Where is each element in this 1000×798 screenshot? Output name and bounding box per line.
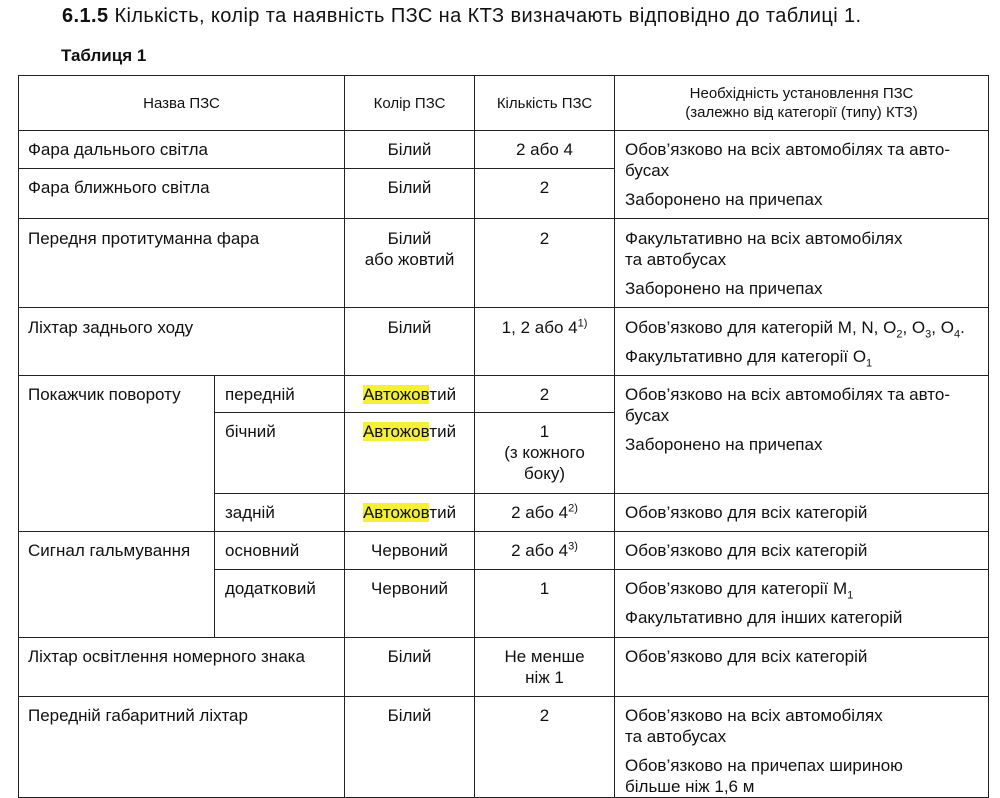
cell-color: Автожовтий	[345, 494, 475, 532]
header-count: Кількість ПЗС	[475, 76, 615, 131]
table-row	[19, 376, 989, 413]
lighting-table	[18, 75, 989, 798]
header-name: Назва ПЗС	[19, 76, 345, 131]
cell-name: Передній габаритний ліхтар	[19, 697, 345, 798]
cell-position: передній	[215, 376, 345, 413]
cell-name: Фара дальнього світла	[19, 131, 345, 169]
section-heading	[62, 5, 862, 28]
table-row	[19, 308, 989, 376]
cell-name: Ліхтар заднього ходу	[19, 308, 345, 376]
table-row	[19, 697, 989, 798]
table-header-row	[19, 76, 989, 131]
cell-color: Білий	[345, 697, 475, 798]
cell-color: Білий	[345, 169, 475, 219]
cell-count: 2 або 4$^{3)}$	[475, 532, 615, 570]
cell-name: Сигнал гальмування	[19, 532, 215, 638]
cell-requirement: Обов’язково для всіх категорій	[615, 494, 989, 532]
cell-requirement: Обов’язково на всіх автомобілях та автобусах Обов’язково на причепах шириною більше ніж 1,6 м	[615, 697, 989, 798]
cell-count: Не менше ніж 1	[475, 638, 615, 697]
cell-count: 2	[475, 697, 615, 798]
cell-name: Покажчик повороту	[19, 376, 215, 532]
table-row	[19, 219, 989, 308]
cell-position: додатковий	[215, 570, 345, 638]
header-need: Необхідність установлення ПЗС (залежно від категорії (типу) КТЗ)	[615, 76, 989, 131]
table-row	[19, 638, 989, 697]
table-caption: Таблиця 1	[61, 46, 147, 65]
cell-count: 1 (з кожного боку)	[475, 413, 615, 494]
cell-count: 1	[475, 570, 615, 638]
cell-color: Автожовтий	[345, 376, 475, 413]
cell-name: Фара ближнього світла	[19, 169, 345, 219]
cell-count: 2	[475, 219, 615, 308]
table-row	[19, 532, 989, 570]
cell-requirement: Обов’язково для всіх категорій	[615, 532, 989, 570]
cell-count: 2	[475, 169, 615, 219]
cell-color: Білий	[345, 638, 475, 697]
cell-color: Червоний	[345, 570, 475, 638]
cell-name: Ліхтар освітлення номерного знака	[19, 638, 345, 697]
section-number: 6.1.5	[62, 5, 109, 27]
cell-color: Червоний	[345, 532, 475, 570]
cell-color: Білий або жовтий	[345, 219, 475, 308]
cell-position: задній	[215, 494, 345, 532]
cell-count: 2 або 4	[475, 131, 615, 169]
header-color: Колір ПЗС	[345, 76, 475, 131]
cell-requirement: Факультативно на всіх автомобілях та автобусах Заборонено на причепах	[615, 219, 989, 308]
cell-requirement: Обов’язково для категорій M, N, $O_2$, $O_3$, $O_4$. Факультативно для категорії $O_1$	[615, 308, 989, 376]
cell-requirement: Обов’язково на всіх автомобілях та авто- бусах Заборонено на причепах	[615, 376, 989, 494]
cell-color: Білий	[345, 131, 475, 169]
cell-count: 2 або 4$^{2)}$	[475, 494, 615, 532]
section-text: Кількість, колір та наявність ПЗС на КТЗ визначають відповідно до таблиці 1.	[114, 5, 862, 27]
cell-color: Білий	[345, 308, 475, 376]
cell-name: Передня протитуманна фара	[19, 219, 345, 308]
table-row	[19, 131, 989, 169]
cell-requirement: Обов’язково на всіх автомобілях та авто- бусах Заборонено на причепах	[615, 131, 989, 219]
cell-count: 1, 2 або 4$^{1)}$	[475, 308, 615, 376]
cell-requirement: Обов’язково для категорії $M_1$ Факультативно для інших категорій	[615, 570, 989, 638]
cell-color: Автожовтий	[345, 413, 475, 494]
cell-position: бічний	[215, 413, 345, 494]
cell-position: основний	[215, 532, 345, 570]
cell-requirement: Обов’язково для всіх категорій	[615, 638, 989, 697]
cell-count: 2	[475, 376, 615, 413]
